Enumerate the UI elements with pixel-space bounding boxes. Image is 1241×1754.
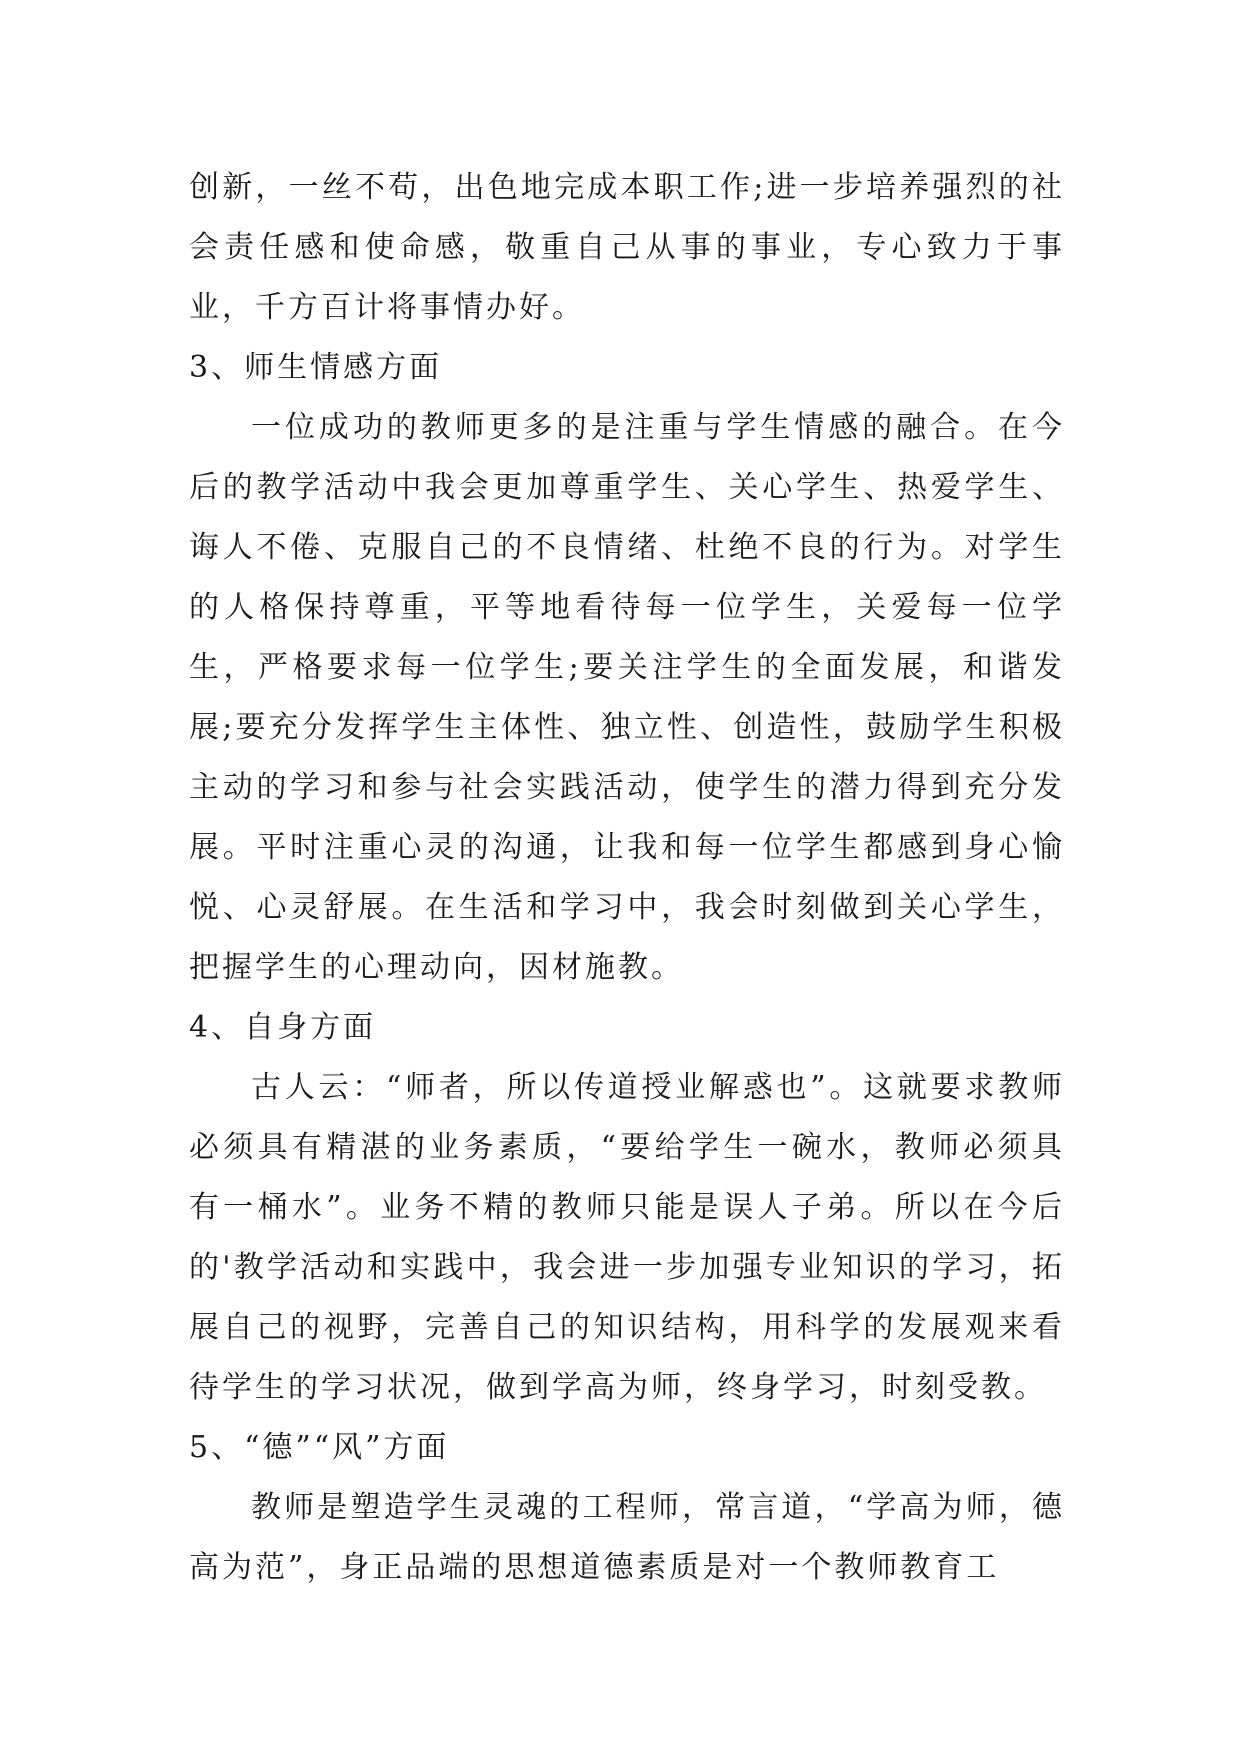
paragraph-continuation: 创新，一丝不苟，出色地完成本职工作;进一步培养强烈的社会责任感和使命感，敬重自己从事的事业，专心致力于事业，千方百计将事情办好。 <box>189 170 1065 325</box>
paragraph-morality-style: 教师是塑造学生灵魂的工程师，常言道，“学高为师，德高为范”，身正品端的思想道德素质是对一个教师教育工 <box>189 1490 1065 1585</box>
section-heading-4: 4、自身方面 <box>189 1010 377 1045</box>
section-heading-3: 3、师生情感方面 <box>189 350 443 385</box>
section-heading-5: 5、“德”“风”方面 <box>189 1430 450 1465</box>
paragraph-self-development: 古人云：“师者，所以传道授业解惑也”。这就要求教师必须具有精湛的业务素质，“要给学生一碗水，教师必须具有一桶水”。业务不精的教师只能是误人子弟。所以在今后的'教学活动和实践中，我会进一步加强专业知识的学习，拓展自己的视野，完善自己的知识结构，用科学的发展观来看待学生的学习状况，做到学高为师，终身学习，时刻受教。 <box>189 1070 1065 1405</box>
document-body <box>189 158 1065 1598</box>
paragraph-teacher-student-emotion: 一位成功的教师更多的是注重与学生情感的融合。在今后的教学活动中我会更加尊重学生、关心学生、热爱学生、诲人不倦、克服自己的不良情绪、杜绝不良的行为。对学生的人格保持尊重，平等地看待每一位学生，关爱每一位学生，严格要求每一位学生;要关注学生的全面发展，和谐发展;要充分发挥学生主体性、独立性、创造性，鼓励学生积极主动的学习和参与社会实践活动，使学生的潜力得到充分发展。平时注重心灵的沟通，让我和每一位学生都感到身心愉悦、心灵舒展。在生活和学习中，我会时刻做到关心学生，把握学生的心理动向，因材施教。 <box>189 410 1065 985</box>
